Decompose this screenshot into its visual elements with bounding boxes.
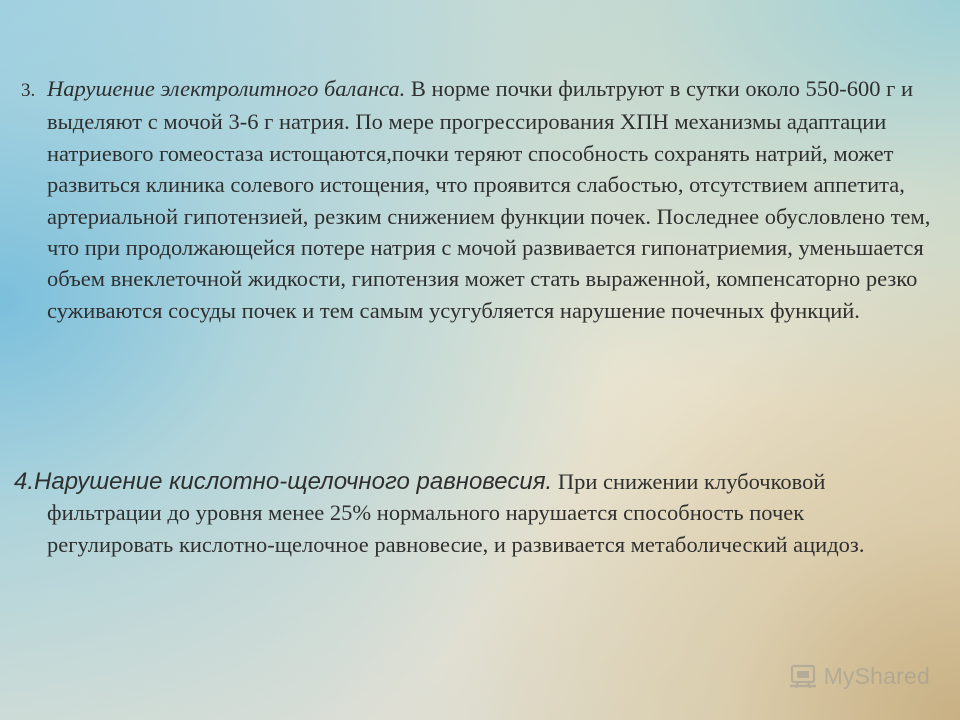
paragraph-number: 4.	[14, 468, 35, 495]
myshared-logo-icon	[788, 664, 818, 690]
paragraph-heading: Нарушение кислотно-щелочного равновесия.	[34, 468, 553, 495]
paragraph-text: При снижении клубочковой фильтрации до уровня менее 25% нормального нарушается способность почек регулировать кислотно-щелочное равновесие, и развивается метаболический ацидоз.	[47, 469, 865, 557]
paragraph-acid-base-balance	[14, 466, 927, 560]
paragraph-heading: Нарушение электролитного баланса.	[47, 76, 406, 101]
paragraph-number: 3.	[21, 80, 36, 101]
myshared-watermark	[788, 663, 930, 690]
paragraph-text: В норме почки фильтруют в сутки около 550-600 г и выделяют с мочой 3-6 г натрия. По мере прогрессирования ХПН механизмы адаптации натриевого гомеостаза истощаются,почки теряют способность сохранять натрий, может развиться клиника солевого истощения, что проявится слабостью, отсутствием аппетита, артериальной гипотензией, резким снижением функции почек. Последнее обусловлено тем, что при продолжающейся потере натрия с мочой развивается гипонатриемия, уменьшается объем внеклеточной жидкости, гипотензия может стать выраженной, компенсаторно резко суживаются сосуды почек и тем самым усугубляется нарушение почечных функций.	[47, 76, 931, 323]
paragraph-electrolyte-balance	[10, 73, 957, 326]
watermark-text: MyShared	[823, 663, 930, 689]
